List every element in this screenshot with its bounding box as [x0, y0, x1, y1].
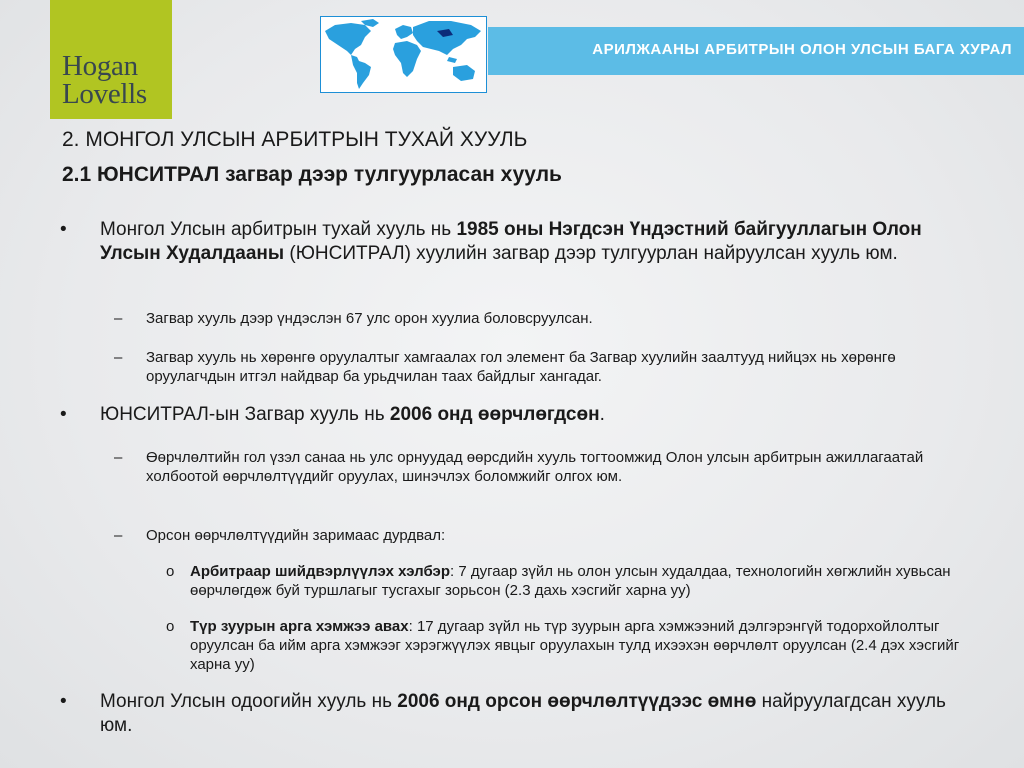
- bullet-1-bold: 1985 оны Нэгдсэн Үндэстний байгууллагын Олон Улсын Худалдааны: [100, 219, 922, 264]
- bullet-2-bold: 2006 онд өөрчлөгдсөн: [389, 404, 600, 425]
- dash-marker: –: [114, 449, 123, 466]
- dash-marker: –: [114, 349, 123, 366]
- bullet-2-post: .: [599, 404, 605, 425]
- sub-sub-bullet-2-bold: Түр зуурын арга хэмжээ авах: [190, 618, 409, 635]
- bullet-3-post: найруулагдсан хууль юм.: [100, 691, 946, 736]
- bullet-3-bold: 2006 онд орсон өөрчлөлтүүдээс өмнө: [397, 691, 757, 712]
- sub-sub-bullet-1: [190, 562, 960, 600]
- circle-marker: o: [166, 563, 175, 580]
- logo-line-2: Lovells: [62, 78, 147, 110]
- sub-sub-bullet-1-text: : 7 дугаар зүйл нь олон улсын худалдаа, технологийн хөгжлийн хувьсан өөрчлөгдөж буй туршлагыг тусгахыг зорьсон (2.3 дахь хэсгийг харна уу): [190, 563, 951, 599]
- header-banner: [488, 27, 1024, 75]
- sub-bullet-1-2: Загвар хууль нь хөрөнгө оруулалтыг хамгаалах гол элемент ба Загвар хуулийн заалтууд нийцэх нь хөрөнгө оруулагчдын итгэл найдвар ба урьдчилан таах байдлыг хангадаг.: [146, 349, 896, 385]
- bullet-2: [100, 403, 960, 427]
- sub-bullet-1-1: Загвар хууль дээр үндэслэн 67 улс орон хуулиа боловсруулсан.: [146, 310, 593, 327]
- bullet-marker: •: [60, 691, 67, 712]
- page-title: 2. МОНГОЛ УЛСЫН АРБИТРЫН ТУХАЙ ХУУЛЬ: [62, 128, 528, 151]
- bullet-1-post: (ЮНСИТРАЛ) хуулийн загвар дээр тулгуурлан найруулсан хууль юм.: [284, 243, 898, 264]
- sub-sub-bullet-2: [190, 617, 960, 674]
- world-map-image: [320, 16, 487, 93]
- sub-bullet-2-1: Өөрчлөлтийн гол үзэл санаа нь улс орнуудад өөрсдийн хууль тогтоомжид Олон улсын арбитрын ажиллагаатай холбоотой өөрчлөлтүүдийг оруулах, шинэчлэх боломжийг олгох юм.: [146, 449, 924, 485]
- bullet-1: [100, 218, 960, 266]
- bullet-marker: •: [60, 404, 67, 425]
- bullet-3: [100, 690, 960, 738]
- dash-marker: –: [114, 310, 123, 327]
- hogan-lovells-logo: [50, 0, 172, 119]
- circle-marker: o: [166, 618, 175, 635]
- banner-title: АРИЛЖААНЫ АРБИТРЫН ОЛОН УЛСЫН БАГА ХУРАЛ: [592, 41, 1012, 58]
- bullet-1-pre: Монгол Улсын арбитрын тухай хууль нь: [100, 219, 457, 240]
- page-subtitle: 2.1 ЮНСИТРАЛ загвар дээр тулгуурласан хууль: [62, 163, 562, 186]
- bullet-2-pre: ЮНСИТРАЛ-ын Загвар хууль нь: [100, 404, 390, 425]
- logo-text: [62, 52, 172, 108]
- dash-marker: –: [114, 527, 123, 544]
- logo-line-1: Hogan: [62, 50, 138, 82]
- sub-sub-bullet-1-bold: Арбитраар шийдвэрлүүлэх хэлбэр: [190, 563, 451, 580]
- world-map-icon: [321, 17, 486, 92]
- bullet-marker: •: [60, 219, 67, 240]
- sub-bullet-2-2: Орсон өөрчлөлтүүдийн заримаас дурдвал:: [146, 527, 446, 544]
- bullet-3-pre: Монгол Улсын одоогийн хууль нь: [100, 691, 398, 712]
- sub-sub-bullet-2-text: : 17 дугаар зүйл нь түр зуурын арга хэмжээний дэлгэрэнгүй тодорхойлолтыг оруулсан ба ийм арга хэмжээг хэрэгжүүлэх явцыг оруулахын тулд ихээхэн өөрчлөлт оруулсан (2.4 дэх хэсгийг харна уу): [190, 618, 960, 673]
